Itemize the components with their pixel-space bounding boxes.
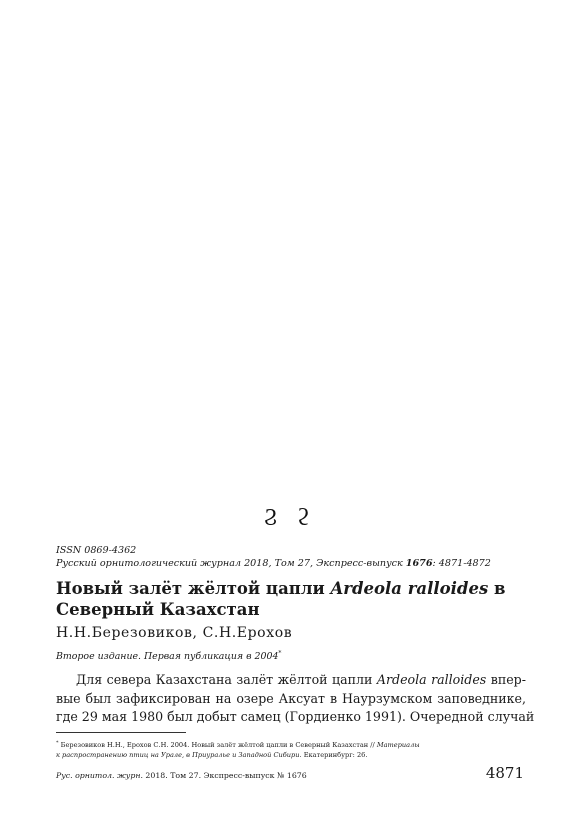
running-footer — [56, 771, 307, 780]
footnote-source: Материалы — [376, 741, 420, 750]
footnote-line-2 — [56, 750, 526, 760]
title-text-1: Новый залёт жёлтой цапли — [56, 579, 331, 598]
edition-note — [56, 650, 526, 662]
body-text: впер- — [486, 672, 526, 687]
authors: Н.Н.Березовиков, С.Н.Ерохов — [56, 625, 293, 641]
issue-info: 2018. Том 27. Экспресс-выпуск № 1676 — [142, 771, 307, 780]
journal-abbreviation: Рус. орнитол. журн. — [56, 771, 143, 780]
footnote-marker: * — [278, 650, 282, 657]
section-ornament: Ϩ ϩ — [264, 503, 316, 531]
page-number: 4871 — [485, 764, 524, 782]
footnote-publisher: . Екатеринбург: 26. — [299, 751, 368, 760]
footnote-source: к распространению птиц на Урале, в Приуралье и Западной Сибири — [56, 751, 300, 760]
body-species: Ardeola ralloides — [376, 672, 487, 687]
issue-number: 1676 — [405, 558, 433, 569]
footnote-line-1 — [56, 738, 526, 750]
footnote-citation: Березовиков Н.Н., Ерохов С.Н. 2004. Новый залёт жёлтой цапли в Северный Казахстан // — [58, 741, 377, 750]
issn: ISSN 0869-4362 — [56, 545, 137, 556]
body-line-1 — [56, 671, 526, 690]
body-text: Для севера Казахстана залёт жёлтой цапли — [76, 672, 377, 687]
journal-name: Русский орнитологический журнал 2018, Том 27, Экспресс-выпуск — [56, 558, 406, 569]
body-line-2: вые был зафиксирован на озере Аксуат в Наурзумском заповеднике, — [56, 690, 526, 706]
footnote-divider — [56, 732, 186, 733]
footnote-marker: * — [56, 740, 59, 746]
title-species: Ardeola ralloides — [330, 579, 489, 598]
journal-citation — [56, 557, 526, 570]
body-line-3: где 29 мая 1980 был добыт самец (Гордиенко 1991). Очередной случай — [56, 709, 535, 724]
article-body — [56, 671, 535, 727]
edition-text: Второе издание. Первая публикация в 2004 — [56, 651, 279, 663]
page-range: : 4871-4872 — [432, 558, 491, 569]
footnote — [56, 738, 526, 760]
article-title — [56, 578, 526, 620]
title-text-2: в Северный Казахстан — [56, 579, 506, 619]
